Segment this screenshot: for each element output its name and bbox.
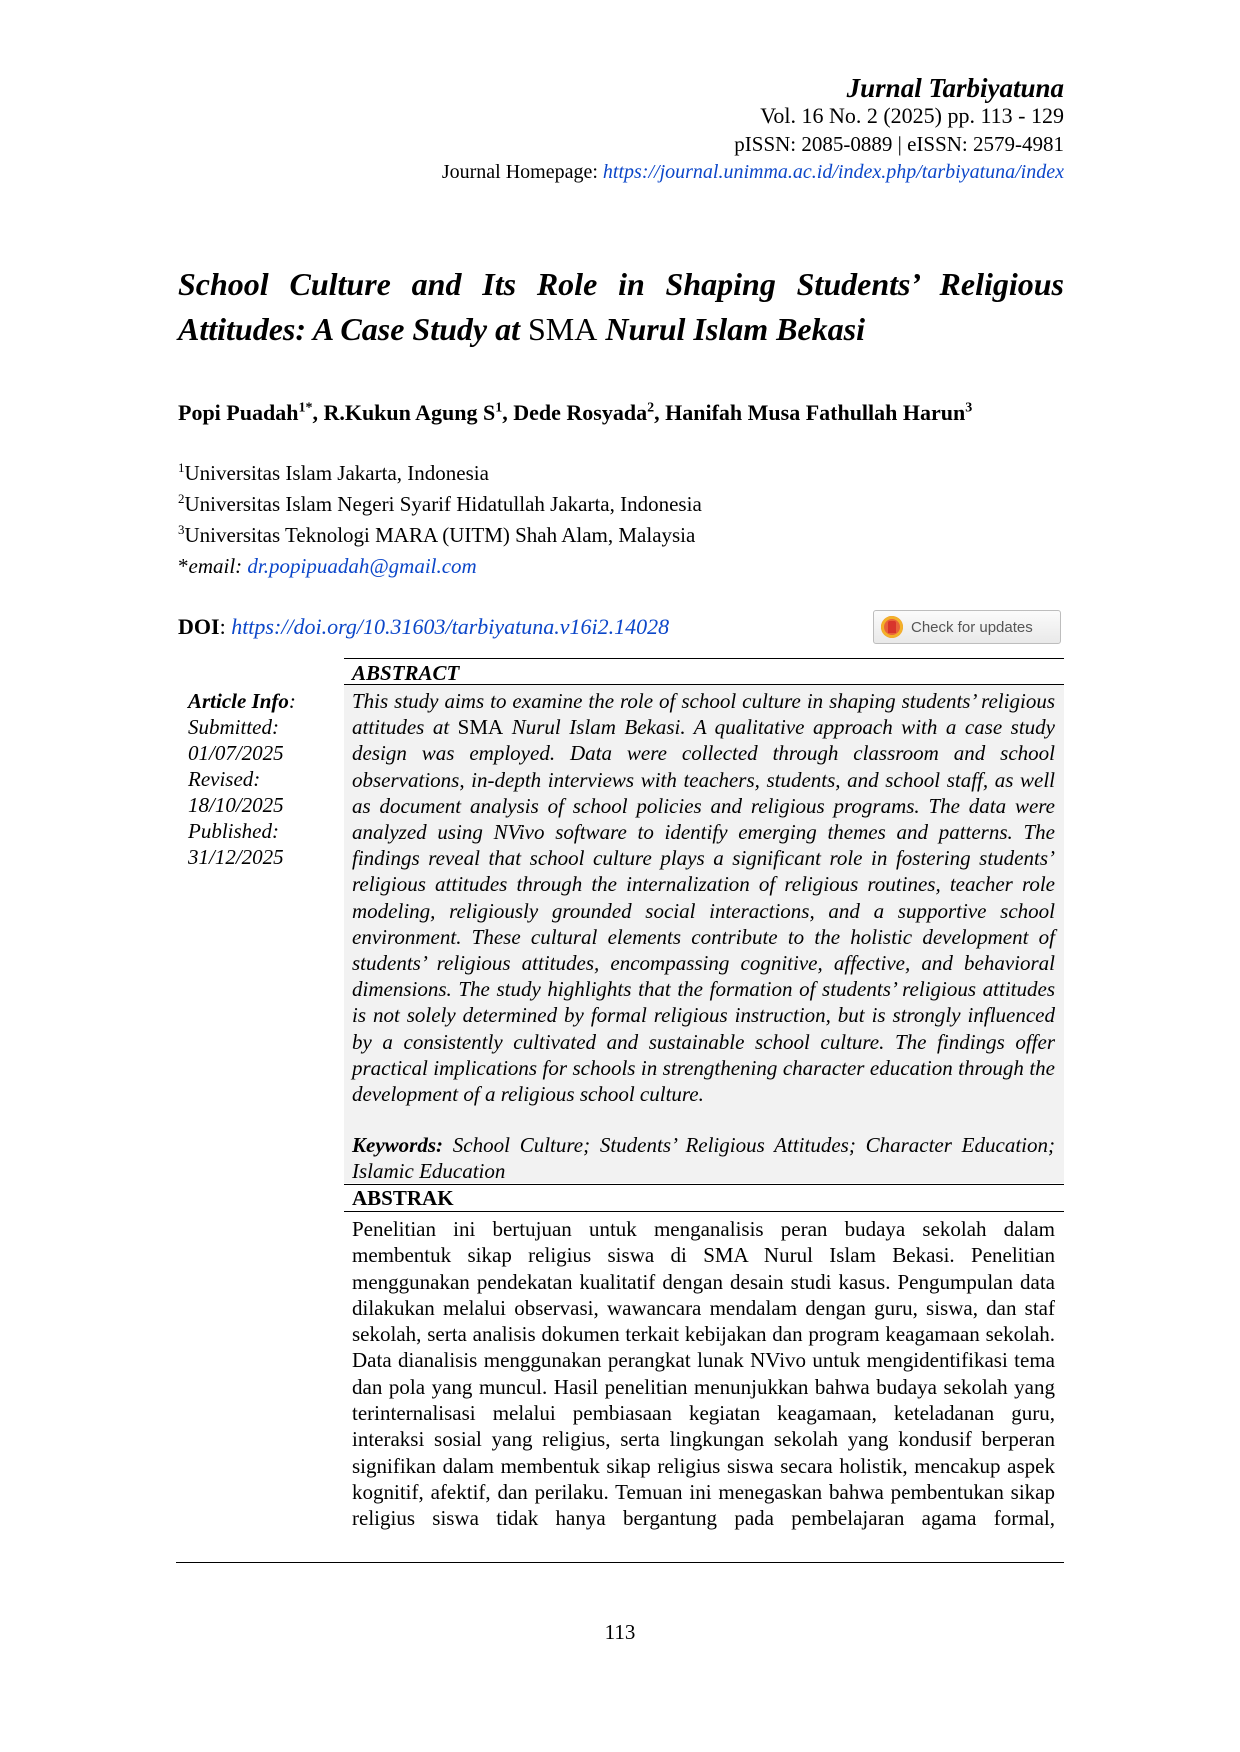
doi-link[interactable]: https://doi.org/10.31603/tarbiyatuna.v16i2.14028: [231, 614, 670, 639]
author-2: , R.Kukun Agung S: [312, 400, 496, 425]
affiliations: [178, 458, 702, 582]
paper-title: [178, 262, 1064, 352]
email-link[interactable]: dr.popipuadah@gmail.com: [247, 554, 477, 578]
email-star: *: [178, 554, 189, 578]
author-2-sup: 1: [495, 400, 503, 416]
abstract-heading: ABSTRACT: [352, 661, 460, 685]
journal-homepage-label: Journal Homepage:: [441, 161, 603, 183]
journal-homepage: [442, 158, 1064, 186]
email-line: [178, 551, 702, 582]
author-list: [178, 396, 1064, 429]
affiliation-3-text: Universitas Teknologi MARA (UITM) Shah Alam, Malaysia: [184, 523, 696, 547]
affiliation-2: [178, 489, 702, 520]
check-for-updates-button[interactable]: [873, 610, 1061, 644]
revised-label: Revised:: [188, 767, 261, 791]
affiliation-2-sup: 2: [178, 491, 185, 506]
abstrak-text: Penelitian ini bertujuan untuk menganalisis peran budaya sekolah dalam membentuk sikap religius siswa di SMA Nurul Islam Bekasi. Penelitian menggunakan pendekatan kualitatif dengan desain studi kasus. Pengumpulan data dilakukan melalui observasi, wawancara mendalam dengan guru, siswa, dan staf sekolah, serta analisis dokumen terkait kebijakan dan program keagamaan sekolah. Data dianalisis menggunakan perangkat lunak NVivo untuk mengidentifikasi tema dan pola yang muncul. Hasil penelitian menunjukkan bahwa budaya sekolah yang terinternalisasi melalui pembiasaan kegiatan keagamaan, keteladanan guru, interaksi sosial yang religius, serta lingkungan sekolah yang kondusif berperan signifikan dalam membentuk sikap religius siswa secara holistik, mencakup aspek kognitif, afektif, dan perilaku. Temuan ini menegaskan bahwa pembentukan sikap religius siswa tidak hanya bergantung pada pembelajaran agama formal,: [352, 1217, 1055, 1531]
abstrak-heading: ABSTRAK: [352, 1186, 454, 1210]
article-info-heading: Article Info:: [188, 689, 296, 713]
article-info: [188, 688, 296, 870]
author-1: Popi Puadah: [178, 400, 299, 425]
affiliation-3-sup: 3: [178, 522, 185, 537]
author-4: , Hanifah Musa Fathullah Harun: [654, 400, 966, 425]
submitted-label: Submitted:: [188, 715, 279, 739]
title-part-1: School Culture and Its Role in Shaping Students’ Religious Attitudes: A Case Study at: [178, 266, 1064, 347]
affiliation-3: [178, 520, 702, 551]
published-date: 31/12/2025: [188, 845, 284, 869]
author-1-sup: 1*: [298, 400, 313, 416]
affiliation-1-text: Universitas Islam Jakarta, Indonesia: [184, 461, 489, 485]
journal-homepage-link[interactable]: https://journal.unimma.ac.id/index.php/tarbiyatuna/index: [602, 161, 1064, 183]
keywords-label: Keywords:: [352, 1133, 443, 1157]
journal-volume: Vol. 16 No. 2 (2025) pp. 113 - 129: [760, 103, 1064, 128]
keywords-text: School Culture; Students’ Religious Attitudes; Character Education; Islamic Education: [352, 1133, 1055, 1184]
check-for-updates-label: Check for updates: [911, 618, 1033, 636]
title-part-2: SMA: [527, 311, 598, 347]
abstract-text: This study aims to examine the role of school culture in shaping students’ religious attitudes at SMA Nurul Islam Bekasi. A qualitative approach with a case study design was employed. Data were collected through classroom and school observations, in-depth interviews with teachers, students, and school staff, as well as document analysis of school policies and religious programs. The data were analyzed using NVivo software to identify emerging themes and patterns. The findings reveal that school culture plays a significant role in fostering students’ religious attitudes through the internalization of religious routines, teacher role modeling, religiously grounded social interactions, and a supportive school environment. These cultural elements contribute to the holistic development of students’ religious attitudes, encompassing cognitive, affective, and behavioral dimensions. The study highlights that the formation of students’ religious attitudes is not solely determined by formal religious instruction, but is strongly influenced by a consistently cultivated and sustainable school culture. The findings offer practical implications for schools in strengthening character education through the development of a religious school culture.: [352, 689, 1055, 1107]
journal-name: Jurnal Tarbiyatuna: [846, 73, 1064, 103]
page-number: 113: [604, 1620, 636, 1644]
submitted-date: 01/07/2025: [188, 741, 284, 765]
doi-separator: :: [219, 614, 232, 639]
doi-label: DOI: [178, 614, 220, 639]
table-top-rule: [344, 658, 1064, 659]
doi-line: [178, 614, 669, 640]
author-3-sup: 2: [647, 400, 655, 416]
affiliation-1: [178, 458, 702, 489]
affiliation-1-sup: 1: [178, 460, 185, 475]
journal-issn: pISSN: 2085-0889 | eISSN: 2579-4981: [734, 132, 1064, 156]
published-label: Published:: [188, 819, 279, 843]
keywords: [352, 1132, 1055, 1184]
title-part-3: Nurul Islam Bekasi: [597, 311, 865, 347]
crossmark-icon: [881, 616, 903, 638]
author-4-sup: 3: [965, 400, 973, 416]
email-label: email:: [188, 554, 248, 578]
author-3: , Dede Rosyada: [502, 400, 648, 425]
journal-header: [442, 74, 1064, 186]
revised-date: 18/10/2025: [188, 793, 284, 817]
affiliation-2-text: Universitas Islam Negeri Syarif Hidatullah Jakarta, Indonesia: [184, 492, 702, 516]
table-bottom-rule: [176, 1562, 1064, 1563]
abstrak-heading-rule: [344, 1211, 1064, 1212]
